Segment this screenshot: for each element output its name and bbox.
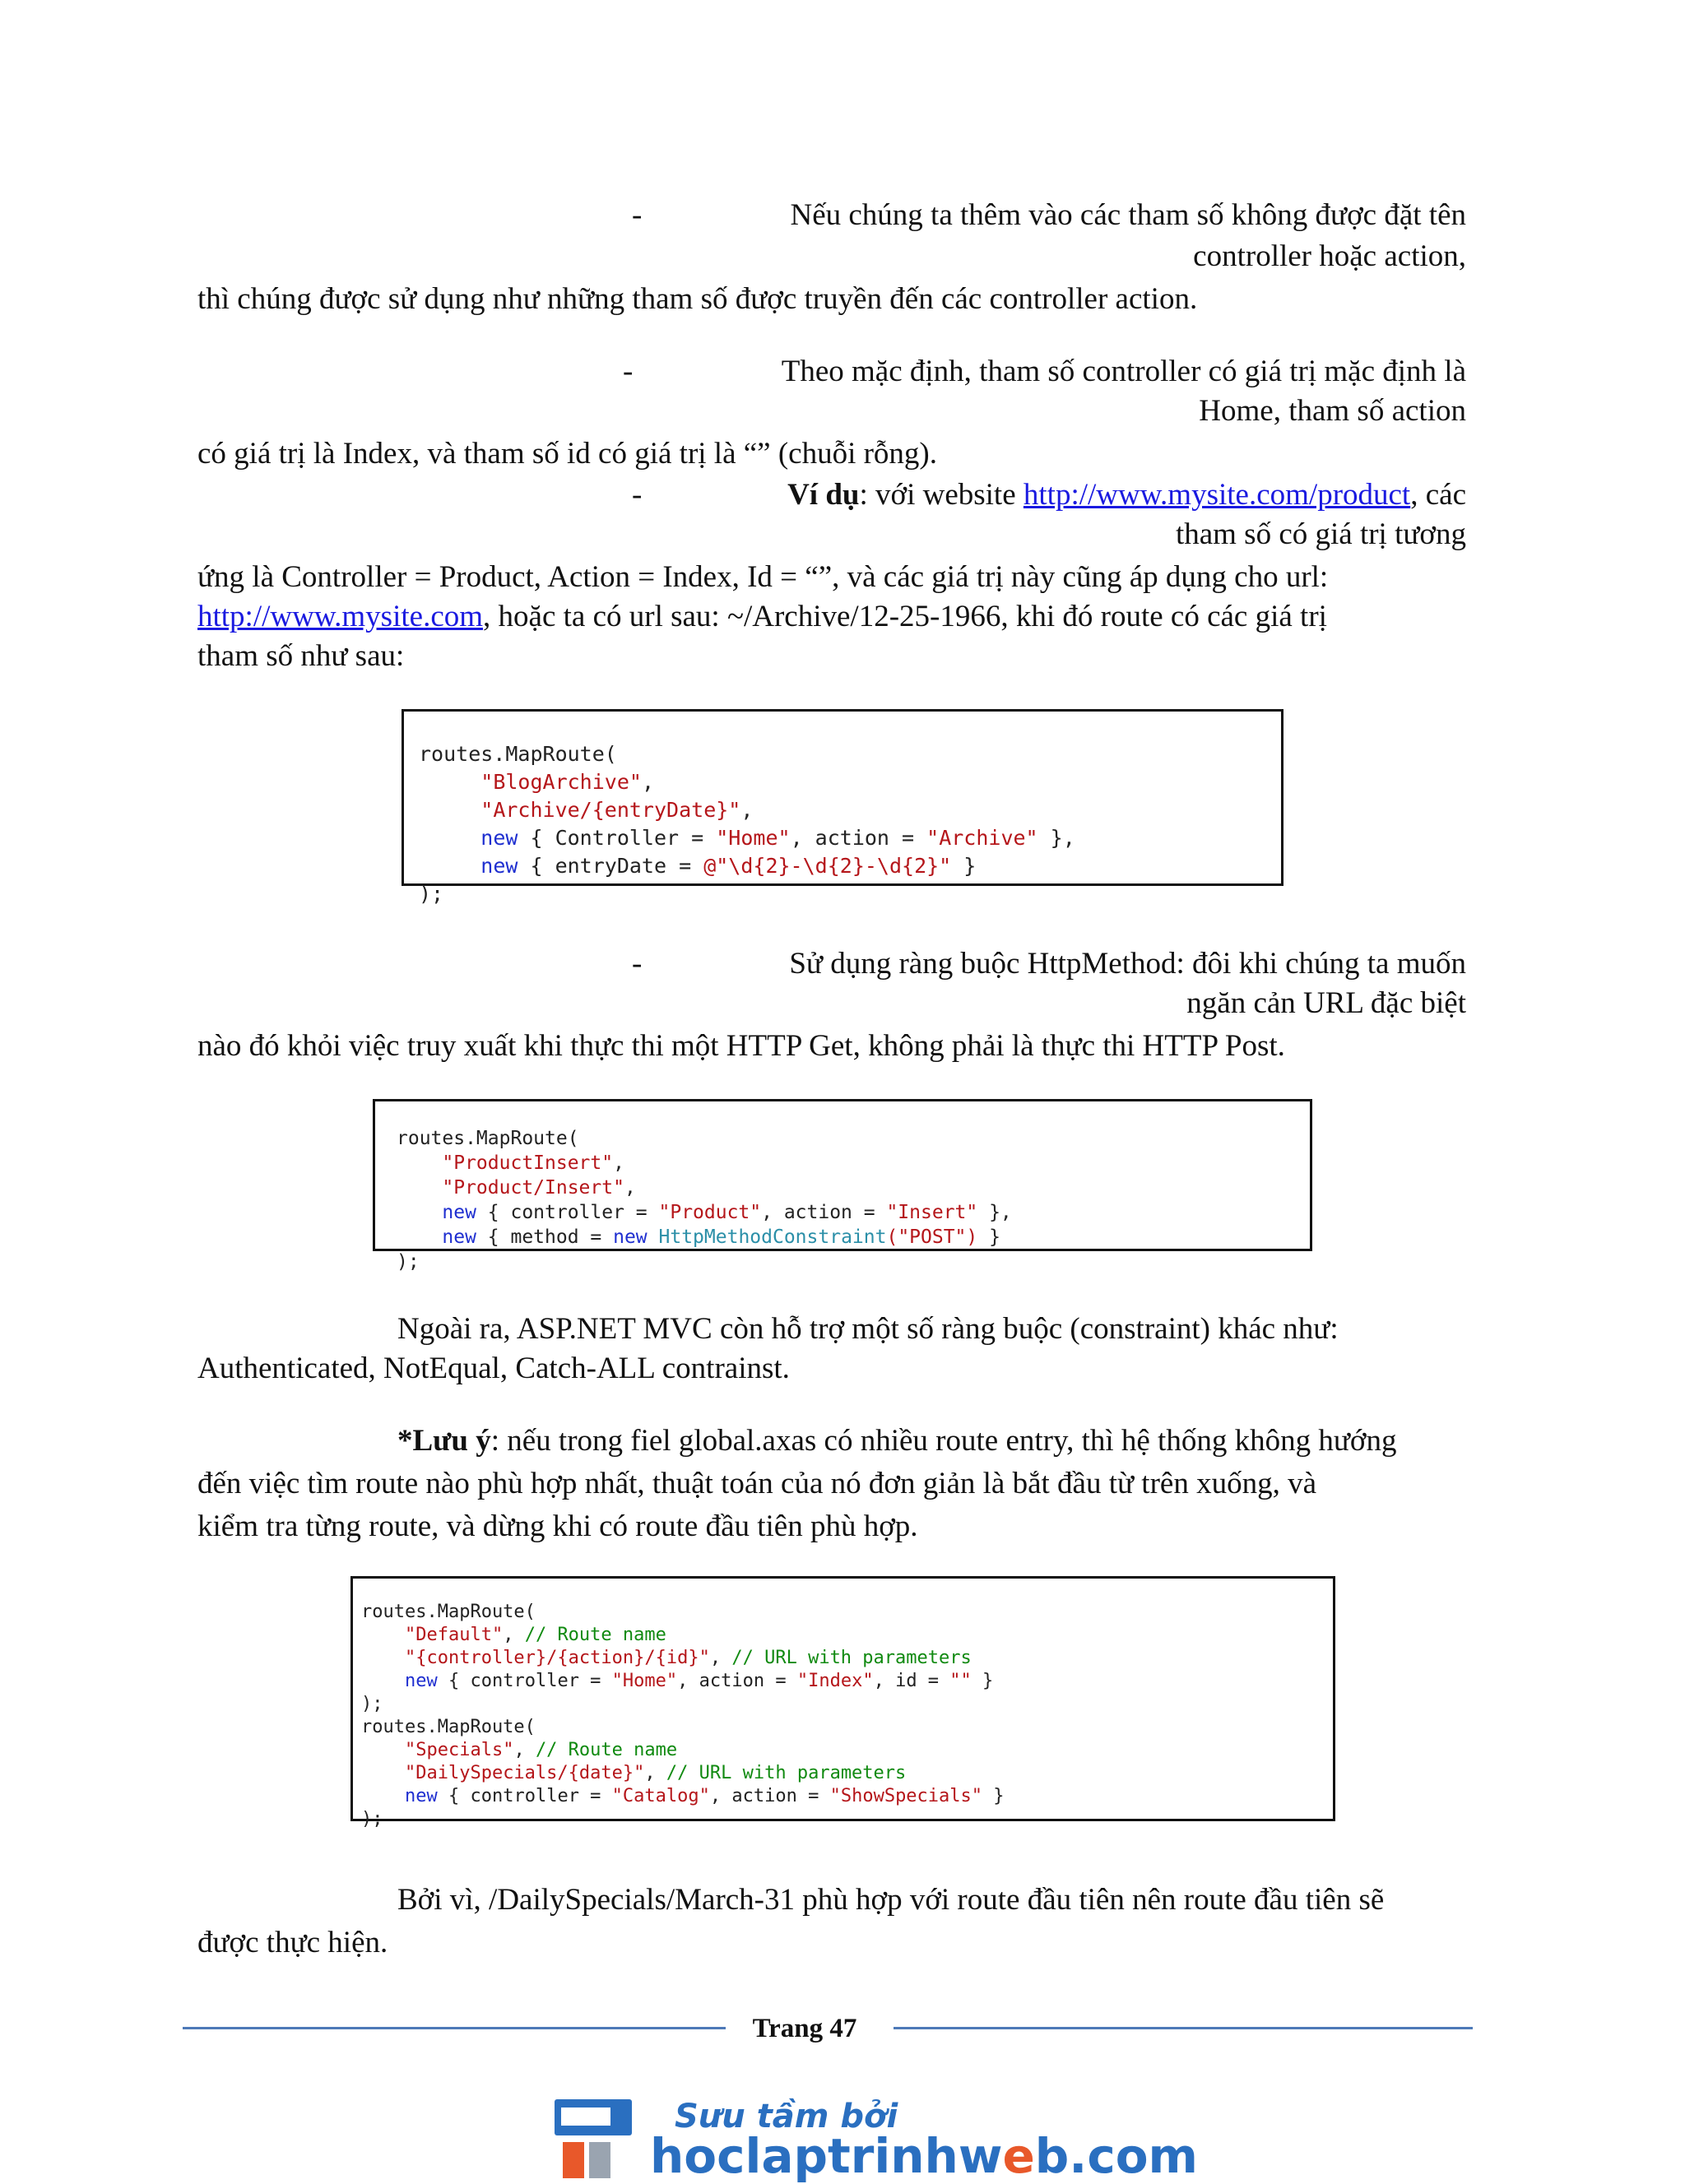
paragraph-text: http://www.mysite.com, hoặc ta có url sau: ~/Archive/12-25-1966, khi đó route có các giá trị bbox=[197, 600, 1327, 633]
mysite-link[interactable]: http://www.mysite.com bbox=[197, 600, 484, 633]
paragraph-text: kiểm tra từng route, và dừng khi có route đầu tiên phù hợp. bbox=[197, 1509, 918, 1543]
paragraph-text: nào đó khỏi việc truy xuất khi thực thi một HTTP Get, không phải là thực thi HTTP Post. bbox=[197, 1029, 1285, 1063]
paragraph-text: Nếu chúng ta thêm vào các tham số không được đặt tên bbox=[790, 198, 1466, 232]
paragraph-text: *Lưu ý: nếu trong fiel global.axas có nhiều route entry, thì hệ thống không hướng bbox=[397, 1424, 1397, 1458]
code-block-product-insert: routes.MapRoute( "ProductInsert", "Product/Insert", new { controller = "Product", action = "Insert" }, new { method = new HttpMethodConstraint("POST") } ); bbox=[373, 1099, 1312, 1251]
paragraph-text: Ngoài ra, ASP.NET MVC còn hỗ trợ một số ràng buộc (constraint) khác như: bbox=[397, 1312, 1339, 1346]
logo-site-name: hoclaptrinhweb.com bbox=[650, 2128, 1198, 2184]
paragraph-text: controller hoặc action, bbox=[1193, 239, 1466, 273]
paragraph-text: đến việc tìm route nào phù hợp nhất, thuật toán của nó đơn giản là bắt đầu từ trên xuống, và bbox=[197, 1467, 1317, 1500]
note-label: *Lưu ý bbox=[397, 1424, 491, 1458]
paragraph-text: Authenticated, NotEqual, Catch-ALL contrainst. bbox=[197, 1352, 790, 1385]
footer-rule-right bbox=[894, 2027, 1473, 2029]
paragraph-text: thì chúng được sử dụng như những tham số được truyền đến các controller action. bbox=[197, 282, 1198, 316]
bullet-dash: - bbox=[632, 198, 643, 232]
paragraph-text: ngăn cản URL đặc biệt bbox=[1186, 986, 1466, 1020]
paragraph-text: Ví dụ: với website http://www.mysite.com/product, các bbox=[787, 478, 1466, 512]
page-number: Trang 47 bbox=[752, 2014, 857, 2043]
example-label: Ví dụ bbox=[787, 478, 860, 512]
paragraph-text: ứng là Controller = Product, Action = Index, Id = “”, và các giá trị này cũng áp dụng cho url: bbox=[197, 560, 1329, 594]
code-block-default-routes: routes.MapRoute( "Default", // Route name "{controller}/{action}/{id}", // URL with parameters new { controller = "Home", action = "Index", id = "" } ); routes.MapRoute( "Specials", // Route name "DailySpecials/{date}", // URL with parameters new { controller = "Catalog", action = "ShowSpecials" } ); bbox=[350, 1576, 1335, 1821]
logo-tagline: Sưu tầm bởi bbox=[675, 2098, 898, 2135]
hoclaptrinhweb-logo-icon bbox=[553, 2096, 634, 2180]
bullet-dash: - bbox=[623, 355, 634, 388]
mysite-product-link[interactable]: http://www.mysite.com/product bbox=[1023, 478, 1411, 512]
bullet-dash: - bbox=[632, 478, 643, 512]
bullet-dash: - bbox=[632, 947, 643, 981]
paragraph-text: Bởi vì, /DailySpecials/March-31 phù hợp với route đầu tiên nên route đầu tiên sẽ bbox=[397, 1883, 1385, 1917]
paragraph-text: tham số như sau: bbox=[197, 639, 405, 673]
paragraph-text: tham số có giá trị tương bbox=[1175, 517, 1466, 551]
code-block-blog-archive: routes.MapRoute( "BlogArchive", "Archive/{entryDate}", new { Controller = "Home", action = "Archive" }, new { entryDate = @"\d{2}-\d{2}-\d{2}" } ); bbox=[402, 709, 1283, 886]
paragraph-text: Home, tham số action bbox=[1199, 394, 1466, 428]
footer-rule-left bbox=[183, 2027, 726, 2029]
paragraph-text: Sử dụng ràng buộc HttpMethod: đôi khi chúng ta muốn bbox=[789, 947, 1466, 981]
paragraph-text: có giá trị là Index, và tham số id có giá trị là “” (chuỗi rỗng). bbox=[197, 437, 938, 471]
paragraph-text: được thực hiện. bbox=[197, 1926, 388, 1959]
paragraph-text: Theo mặc định, tham số controller có giá trị mặc định là bbox=[781, 355, 1466, 388]
